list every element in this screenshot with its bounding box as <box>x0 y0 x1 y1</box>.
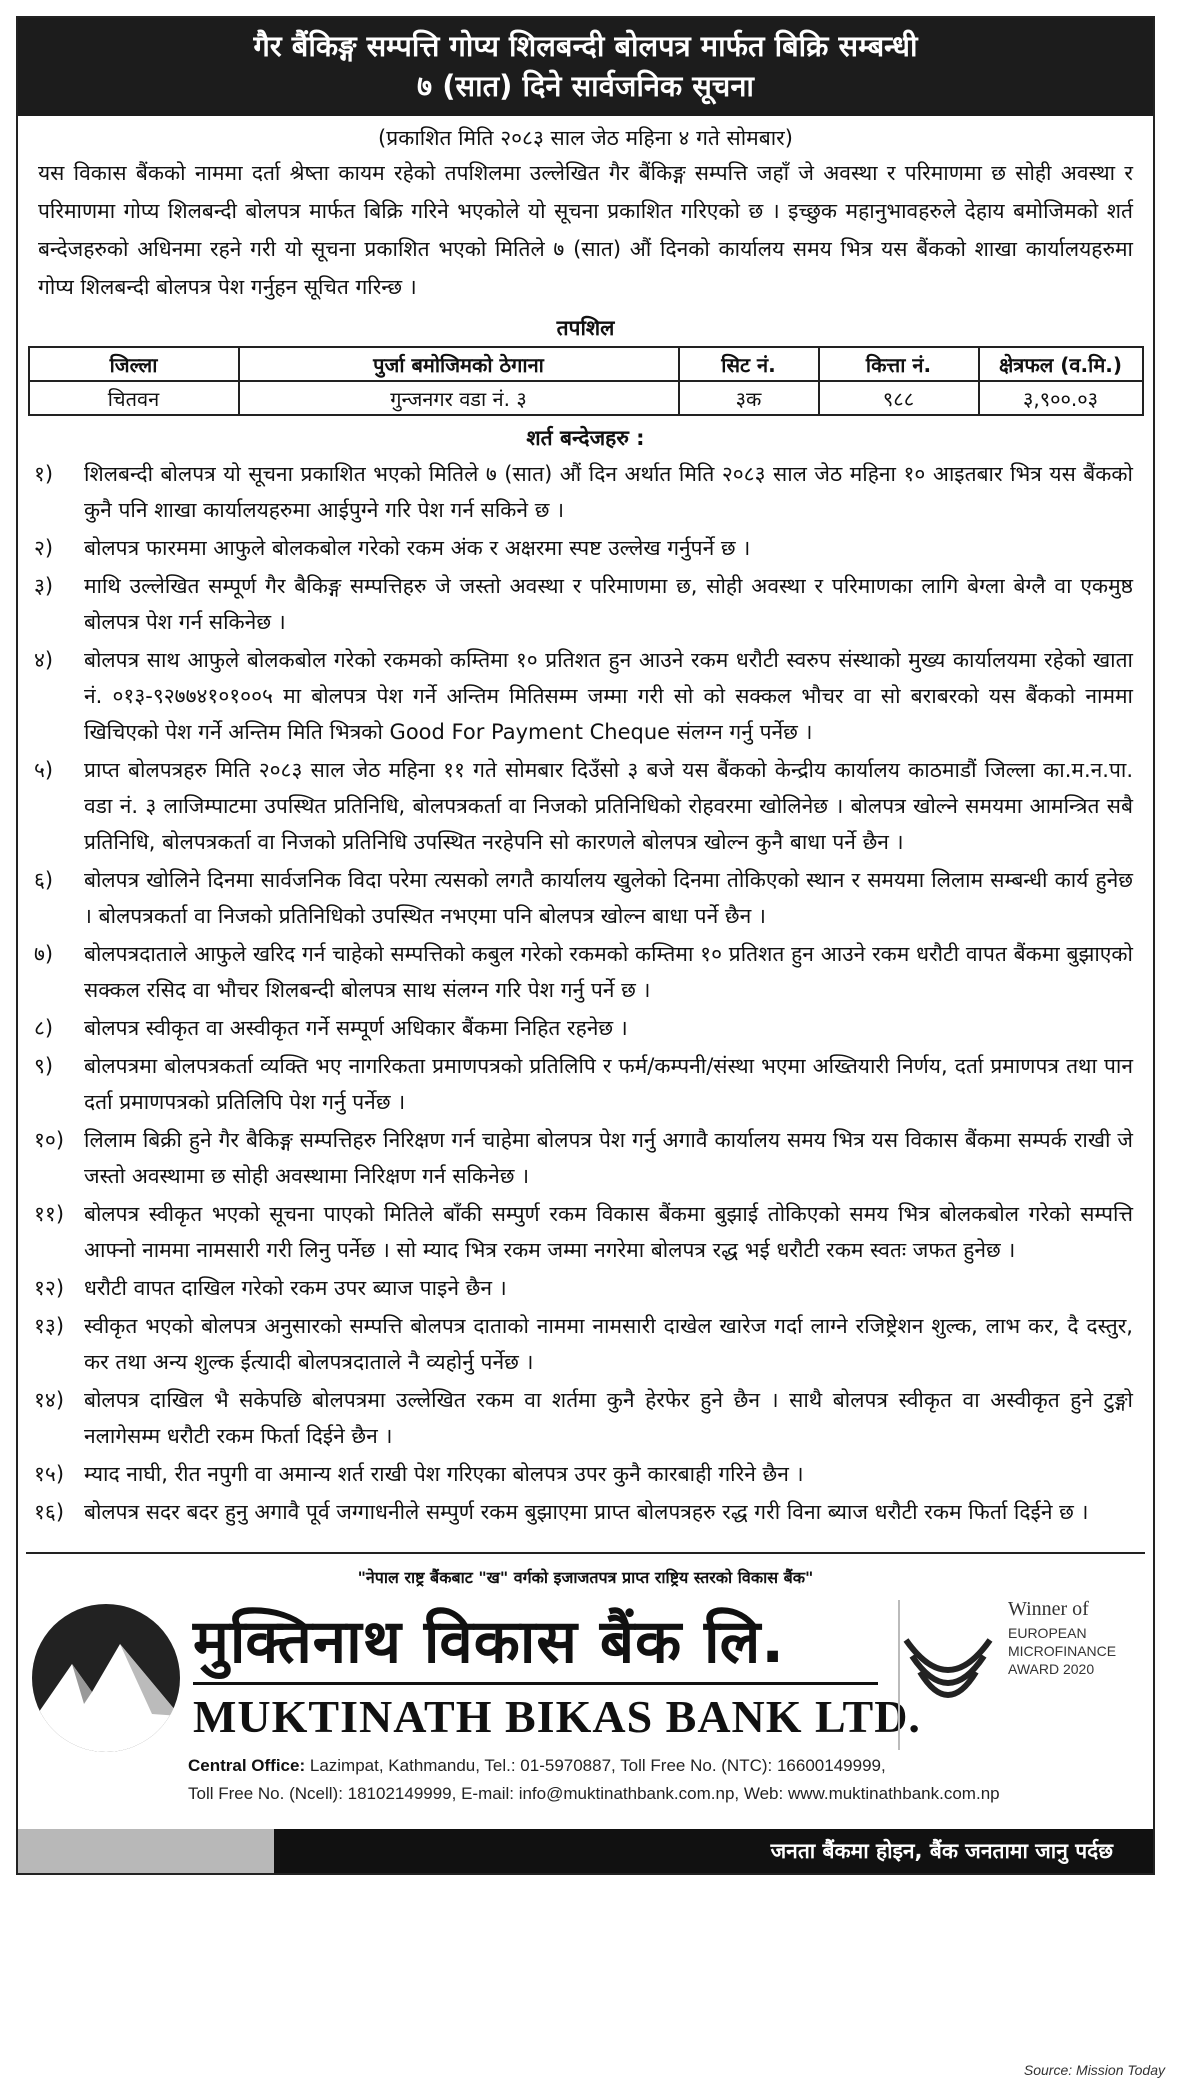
term-text: म्याद नाघी, रीत नपुगी वा अमान्य शर्त राखी पेश गरिएका बोलपत्र उपर कुनै कारबाही गरिने छैन । <box>84 1462 804 1486</box>
term-text: बोलपत्र दाखिल भै सकेपछि बोलपत्रमा उल्लेखित रकम वा शर्तमा कुनै हेरफेर हुने छैन । साथै बोलपत्र स्वीकृत वा अस्वीकृत हुने टुङ्गो नलागेसम्म धरौटी रकम फिर्ता दिईने छैन । <box>84 1388 1133 1448</box>
award-text <box>1008 1600 1116 1678</box>
list-item <box>34 1308 1133 1380</box>
bank-logo-icon <box>32 1604 180 1752</box>
public-notice <box>16 16 1155 1875</box>
term-text: लिलाम बिक्री हुने गैर बैकिङ्ग सम्पत्तिहरु निरिक्षण गर्न चाहेमा बोलपत्र पेश गर्नु अगावै कार्यालय समय भित्र यस विकास बैंकमा सम्पर्क राखी जे जस्तो अवस्थामा छ सोही अवस्थामा निरिक्षण गर्न सकिनेछ । <box>84 1128 1133 1188</box>
term-number: ५) <box>34 758 54 782</box>
list-item <box>34 456 1133 528</box>
col-district: जिल्ला <box>29 347 239 381</box>
property-schedule-table <box>28 346 1144 416</box>
terms-title: शर्त बन्देजहरु : <box>526 426 645 450</box>
notice-header <box>18 18 1153 116</box>
list-item <box>34 1010 1133 1046</box>
list-item <box>34 1122 1133 1194</box>
term-text: बोलपत्रदाताले आफुले खरिद गर्न चाहेको सम्पत्तिको कबुल गरेको रकमको कम्तिमा १० प्रतिशत हुन आउने रकम धरौटी वापत बैंकमा बुझाएको सक्कल रसिद वा भौचर शिलबन्दी बोलपत्र साथ संलग्न गरि पेश गर्नु पर्ने छ । <box>84 942 1133 1002</box>
term-number: ९) <box>34 1054 54 1078</box>
notice-title-line1: गैर बैंकिङ्ग सम्पत्ति गोप्य शिलबन्दी बोलपत्र मार्फत बिक्रि सम्बन्धी <box>253 29 918 63</box>
col-plot-no: कित्ता नं. <box>819 347 979 381</box>
table-header-row <box>29 347 1143 381</box>
slogan-bar-gray-block <box>18 1829 274 1873</box>
term-number: ११) <box>34 1202 65 1226</box>
term-text: शिलबन्दी बोलपत्र यो सूचना प्रकाशित भएको मितिले ७ (सात) औं दिन अर्थात मिति २०८३ साल जेठ महिना १० आइतबार भित्र यस बैंकको कुनै पनि शाखा कार्यालयहरुमा आईपुग्ने गरि पेश गर्न सकिने छ । <box>84 462 1133 522</box>
term-number: ६) <box>34 868 54 892</box>
bank-slogan: जनता बैंकमा होइन, बैंक जनतामा जानु पर्दछ <box>274 1829 1153 1873</box>
term-number: ४) <box>34 648 54 672</box>
publication-date: (प्रकाशित मिति २०८३ साल जेठ महिना ४ गते सोमबार) <box>378 126 793 150</box>
footer-divider <box>26 1552 1145 1554</box>
col-area: क्षेत्रफल (व.मि.) <box>979 347 1143 381</box>
cell-sheet-no: ३क <box>679 381 819 415</box>
list-item <box>34 1048 1133 1120</box>
bank-name-english: MUKTINATH BIKAS BANK LTD. <box>193 1691 921 1742</box>
list-item <box>34 642 1133 750</box>
term-number: २) <box>34 536 54 560</box>
term-number: १२) <box>34 1276 65 1300</box>
term-text: बोलपत्र साथ आफुले बोलकबोल गरेको रकमको कम्तिमा १० प्रतिशत हुन आउने रकम धरौटी स्वरुप संस्थाको मुख्य कार्यालयमा रहेको खाता नं. ०१३-९२७७४१०१००५ मा बोलपत्र पेश गर्ने अन्तिम मितिसम्म जम्मा गरी सो को सक्कल भौचर वा सो बराबरको यस बैंकको नाममा खिचिएको पेश गर्ने अन्तिम मिति भित्रको Good For Payment Cheque संलग्न गर्नु पर्नेछ । <box>84 648 1133 744</box>
slogan-bar <box>18 1829 1153 1873</box>
intro-paragraph: यस विकास बैंकको नाममा दर्ता श्रेष्ता कायम रहेको तपशिलमा उल्लेखित गैर बैंकिङ्ग सम्पत्ति जहाँ जे अवस्था र परिमाणमा छ सोही अवस्था र परिमाणमा गोप्य शिलबन्दी बोलपत्र मार्फत बिक्रि गरिने भएकोले यो सूचना प्रकाशित गरिएको छ । इच्छुक महानुभावहरुले देहाय बमोजिमको शर्त बन्देजहरुको अधिनमा रहने गरी यो सूचना प्रकाशित भएको मितिले ७ (सात) औं दिनको कार्यालय समय भित्र यस बैंकको शाखा कार्यालयहरुमा गोप्य शिलबन्दी बोलपत्र पेश गर्नुहन सूचित गरिन्छ । <box>38 161 1133 299</box>
term-text: स्वीकृत भएको बोलपत्र अनुसारको सम्पत्ति बोलपत्र दाताको नाममा नामसारी दाखेल खारेज गर्दा लाग्ने रजिष्ट्रेशन शुल्क, लाभ कर, दै दस्तुर, कर तथा अन्य शुल्क ईत्यादी बोलपत्रदाताले नै व्यहोर्नु पर्नेछ । <box>84 1314 1133 1374</box>
bank-name-rule <box>193 1682 878 1685</box>
term-number: १४) <box>34 1388 65 1412</box>
term-text: धरौटी वापत दाखिल गरेको रकम उपर ब्याज पाइने छैन । <box>84 1276 507 1300</box>
award-line1: EUROPEAN <box>1008 1625 1087 1641</box>
list-item <box>34 1456 1133 1492</box>
contact-info <box>188 1752 1000 1808</box>
col-sheet-no: सिट नं. <box>679 347 819 381</box>
term-text: बोलपत्र खोलिने दिनमा सार्वजनिक विदा परेमा त्यसको लगतै कार्यालय खुलेको दिनमा तोकिएको स्थान र समयमा लिलाम सम्बन्धी कार्य हुनेछ । बोलपत्रकर्ता वा निजको प्रतिनिधिको उपस्थित नभएमा पनि बोलपत्र खोल्न बाधा पर्ने छैन । <box>84 868 1133 928</box>
list-item <box>34 530 1133 566</box>
term-text: माथि उल्लेखित सम्पूर्ण गैर बैकिङ्ग सम्पत्तिहरु जे जस्तो अवस्था र परिमाणमा छ, सोही अवस्था र परिमाणका लागि बेग्ला बेग्लै वा एकमुष्ठ बोलपत्र पेश गर्न सकिनेछ । <box>84 574 1133 634</box>
schedule-title: तपशिल <box>556 316 615 340</box>
term-number: १३) <box>34 1314 65 1338</box>
cell-address: गुन्जनगर वडा नं. ३ <box>239 381 679 415</box>
award-line2: MICROFINANCE <box>1008 1643 1117 1659</box>
list-item <box>34 1270 1133 1306</box>
col-address: पुर्जा बमोजिमको ठेगाना <box>239 347 679 381</box>
contact-line1: Lazimpat, Kathmandu, Tel.: 01-5970887, Toll Free No. (NTC): 16600149999, <box>309 1756 886 1775</box>
term-text: बोलपत्र स्वीकृत भएको सूचना पाएको मितिले बाँकी सम्पुर्ण रकम विकास बैंकमा बुझाई तोकिएको समय भित्र बोलकबोल गरेको सम्पत्ति आफ्नो नाममा नामसारी गरी लिनु पर्नेछ । सो म्याद भित्र रकम जम्मा नगरेमा बोलपत्र रद्ध भई धरौटी रकम स्वतः जफत हुनेछ । <box>84 1202 1133 1262</box>
list-item <box>34 1196 1133 1268</box>
term-number: १०) <box>34 1128 65 1152</box>
list-item <box>34 1382 1133 1454</box>
notice-title-line2: ७ (सात) दिने सार्वजनिक सूचना <box>417 69 754 103</box>
list-item <box>34 1494 1133 1530</box>
term-text: प्राप्त बोलपत्रहरु मिति २०८३ साल जेठ महिना ११ गते सोमबार दिउँसो ३ बजे यस बैंकको केन्द्रीय कार्यालय काठमाडौं जिल्ला का.म.न.पा. वडा नं. ३ लाजिम्पाटमा उपस्थित प्रतिनिधि, बोलपत्रकर्ता वा निजको प्रतिनिधिको रोहवरमा खोलिनेछ । बोलपत्र खोल्ने समयमा आमन्त्रित सबै प्रतिनिधि, बोलपत्रकर्ता वा निजको प्रतिनिधि उपस्थित नरहेपनि सो कारणले बोलपत्र खोल्न कुनै बाधा पर्ने छैन । <box>84 758 1133 854</box>
list-item <box>34 752 1133 860</box>
term-number: ७) <box>34 942 54 966</box>
cell-area: ३,९००.०३ <box>979 381 1143 415</box>
term-number: ८) <box>34 1016 54 1040</box>
contact-line2: Toll Free No. (Ncell): 18102149999, E-mail: info@muktinathbank.com.np, Web: www.muktinathbank.com.np <box>188 1784 1000 1803</box>
list-item <box>34 862 1133 934</box>
term-number: १६) <box>34 1500 65 1524</box>
list-item <box>34 936 1133 1008</box>
term-number: १५) <box>34 1462 65 1486</box>
terms-list <box>18 456 1153 1530</box>
bank-branding <box>18 1594 1153 1829</box>
term-text: बोलपत्र फारममा आफुले बोलकबोल गरेको रकम अंक र अक्षरमा स्पष्ट उल्लेख गर्नुपर्ने छ । <box>84 536 751 560</box>
table-row <box>29 381 1143 415</box>
term-text: बोलपत्र सदर बदर हुनु अगावै पूर्व जग्गाधनीले सम्पुर्ण रकम बुझाएमा प्राप्त बोलपत्रहरु रद्ध गरी विना ब्याज धरौटी रकम फिर्ता दिईने छ । <box>84 1500 1089 1524</box>
term-text: बोलपत्रमा बोलपत्रकर्ता व्यक्ति भए नागरिकता प्रमाणपत्रको प्रतिलिपि र फर्म/कम्पनी/संस्था भएमा अख्तियारी निर्णय, दर्ता प्रमाणपत्र तथा पान दर्ता प्रमाणपत्रको प्रतिलिपि पेश गर्नु पर्नेछ । <box>84 1054 1133 1114</box>
bank-name-nepali: मुक्तिनाथ विकास बैंक लि. <box>193 1607 786 1677</box>
award-emblem-icon <box>898 1630 998 1714</box>
cell-district: चितवन <box>29 381 239 415</box>
term-text: बोलपत्र स्वीकृत वा अस्वीकृत गर्ने सम्पूर्ण अधिकार बैंकमा निहित रहनेछ । <box>84 1016 628 1040</box>
term-number: ३) <box>34 574 54 598</box>
term-number: १) <box>34 462 54 486</box>
award-line3: AWARD 2020 <box>1008 1661 1095 1677</box>
list-item <box>34 568 1133 640</box>
source-credit: Source: Mission Today <box>1023 2062 1165 2078</box>
bank-license-tagline: "नेपाल राष्ट्र बैंकबाट "ख" वर्गको इजाजतपत्र प्राप्त राष्ट्रिय स्तरको विकास बैंक" <box>357 1568 814 1587</box>
award-winner-label: Winner of <box>1008 1598 1089 1620</box>
central-office-label: Central Office: <box>188 1756 306 1775</box>
cell-plot-no: ९८८ <box>819 381 979 415</box>
